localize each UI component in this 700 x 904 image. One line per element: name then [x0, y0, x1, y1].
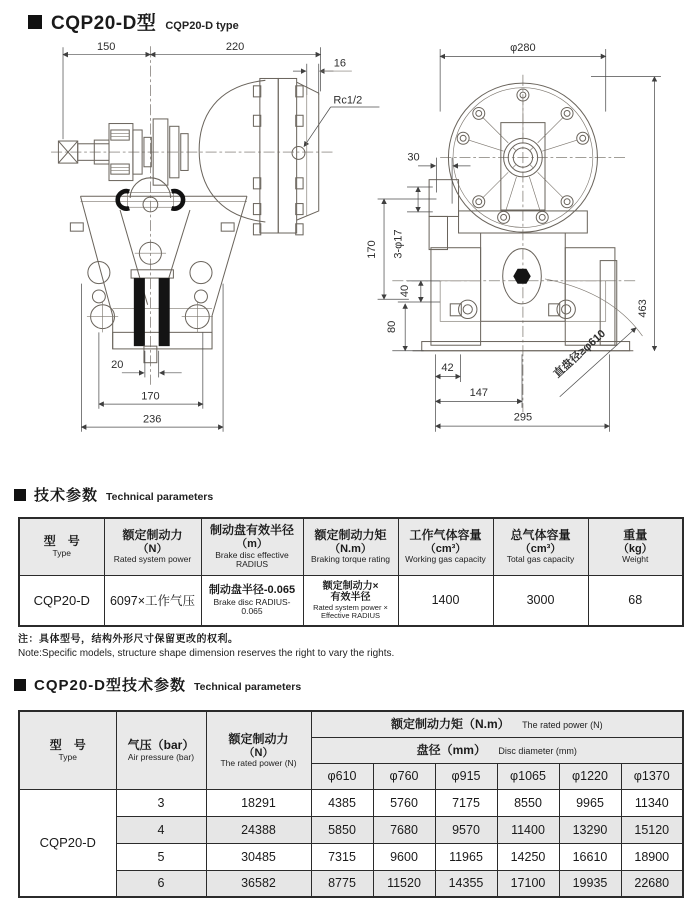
section-marker-icon [28, 15, 42, 29]
rc-label: Rc1/2 [333, 94, 363, 107]
torque-cell: 7680 [373, 816, 435, 843]
disc-col-1370: φ1370 [621, 763, 683, 789]
torque-cell: 9570 [435, 816, 497, 843]
torque-cell: 11520 [373, 870, 435, 897]
power-cell: 18291 [206, 789, 311, 816]
disc-col-915: φ915 [435, 763, 497, 789]
torque-cell: 9965 [559, 789, 621, 816]
torque-cell: 14355 [435, 870, 497, 897]
technical-drawings [0, 38, 700, 474]
table2-row-p3 [19, 789, 683, 816]
working-gas-cell: 1400 [398, 575, 493, 626]
table2-row-p5 [19, 843, 683, 870]
section-marker-icon [14, 679, 26, 691]
radius-cell: 制动盘半径-0.065 Brake disc RADIUS-0.065 [201, 575, 303, 626]
torque-cell: 8775 [311, 870, 373, 897]
torque-cell: 16610 [559, 843, 621, 870]
torque-cell: 额定制动力× 有效半径 Rated system power × Effective RADIUS [303, 575, 398, 626]
model-cell: CQP20-D [19, 789, 116, 897]
brake-pad-left [134, 278, 145, 346]
table1-header-model: 型 号 Type [19, 518, 104, 575]
dim-label-236: 236 [143, 413, 162, 426]
power-cell: 36582 [206, 870, 311, 897]
rated-power-cell: 6097×工作气压 [104, 575, 201, 626]
torque-cell: 7175 [435, 789, 497, 816]
page-title [28, 8, 239, 35]
pressure-cell: 3 [116, 789, 206, 816]
pressure-cell: 5 [116, 843, 206, 870]
dim-label-30: 30 [407, 151, 420, 164]
dim-label-220: 220 [225, 40, 245, 53]
note-en: Note:Specific models, structure shape dimension reserves the right to vary the rights. [18, 648, 395, 659]
technical-parameters-table [18, 517, 684, 627]
dim-label-40: 40 [398, 284, 411, 298]
table1-header-row [19, 518, 683, 575]
torque-cell: 7315 [311, 843, 373, 870]
dim-label-170-left: 170 [141, 390, 160, 403]
page-title-zh: CQP20-D型 [51, 13, 157, 34]
table1-data-row [19, 575, 683, 626]
torque-cell: 9600 [373, 843, 435, 870]
power-cell: 30485 [206, 843, 311, 870]
torque-cell: 5760 [373, 789, 435, 816]
section2-title-en: Technical parameters [194, 681, 302, 693]
table-notes [18, 630, 394, 659]
front-view-drawing [366, 42, 661, 432]
dim-label-80: 80 [386, 320, 399, 333]
dim-label-20: 20 [111, 359, 124, 372]
total-gas-cell: 3000 [493, 575, 588, 626]
section2-title-zh: CQP20-D型技术参数 [34, 677, 187, 694]
page-title-en: CQP20-D type [165, 20, 239, 32]
torque-cell: 11340 [621, 789, 683, 816]
dim-label-3phi17: 3-φ17 [392, 229, 405, 259]
table1-header-weight: 重量 （kg） Weight [588, 518, 683, 575]
table1-header-radius: 制动盘有效半径 （m） Brake disc effective RADIUS [201, 518, 303, 575]
disc-col-1220: φ1220 [559, 763, 621, 789]
section-marker-icon [14, 489, 26, 501]
power-cell: 24388 [206, 816, 311, 843]
dim-label-463: 463 [637, 299, 650, 318]
torque-cell: 11965 [435, 843, 497, 870]
torque-cell: 4385 [311, 789, 373, 816]
disc-col-610: φ610 [311, 763, 373, 789]
disc-diameter-note: 直盘径≥φ610 [551, 327, 609, 381]
table2-disc-diameter-header: 盘径（mm） Disc diameter (mm) [311, 737, 683, 763]
torque-cell: 5850 [311, 816, 373, 843]
table2-group-header-row [19, 711, 683, 737]
dim-label-42: 42 [441, 361, 454, 374]
table2-header-pressure: 气压（bar） Air pressure (bar) [116, 711, 206, 789]
torque-cell: 19935 [559, 870, 621, 897]
model-parameters-table [18, 710, 684, 898]
pressure-cell: 6 [116, 870, 206, 897]
torque-cell: 14250 [497, 843, 559, 870]
hex-nut [513, 269, 530, 284]
dim-label-295: 295 [513, 411, 533, 424]
section1-title-en: Technical parameters [106, 491, 214, 503]
table2-header-model: 型 号 Type [19, 711, 116, 789]
table1-header-working-gas: 工作气体容量 （cm³） Working gas capacity [398, 518, 493, 575]
table1-header-total-gas: 总气体容量 （cm³） Total gas capacity [493, 518, 588, 575]
pressure-cell: 4 [116, 816, 206, 843]
table2-header-power: 额定制动力 （N） The rated power (N) [206, 711, 311, 789]
dim-label-147: 147 [469, 386, 488, 399]
torque-cell: 17100 [497, 870, 559, 897]
dim-label-150: 150 [97, 40, 116, 53]
dim-label-phi280: φ280 [510, 41, 536, 54]
dim-label-170-right: 170 [365, 240, 378, 259]
section1-title-zh: 技术参数 [34, 487, 99, 504]
torque-cell: 13290 [559, 816, 621, 843]
table2-torque-group-header: 额定制动力矩（N.m） The rated power (N) [311, 711, 683, 737]
table2-row-p4 [19, 816, 683, 843]
side-view-drawing [51, 41, 379, 432]
model-cell: CQP20-D [19, 575, 104, 626]
disc-col-760: φ760 [373, 763, 435, 789]
torque-cell: 8550 [497, 789, 559, 816]
torque-cell: 22680 [621, 870, 683, 897]
torque-cell: 18900 [621, 843, 683, 870]
torque-cell: 15120 [621, 816, 683, 843]
note-zh: 注：具体型号，结构外形尺寸保留更改的权利。 [18, 634, 239, 645]
section1-title [14, 484, 213, 505]
table1-header-rated-power: 额定制动力 （N） Rated system power [104, 518, 201, 575]
weight-cell: 68 [588, 575, 683, 626]
table1-header-torque: 额定制动力矩 （N.m） Braking torque rating [303, 518, 398, 575]
table2-row-p6 [19, 870, 683, 897]
dim-label-16: 16 [333, 57, 347, 70]
torque-cell: 11400 [497, 816, 559, 843]
section2-title [14, 674, 301, 695]
brake-pad-right [159, 278, 170, 346]
disc-col-1065: φ1065 [497, 763, 559, 789]
